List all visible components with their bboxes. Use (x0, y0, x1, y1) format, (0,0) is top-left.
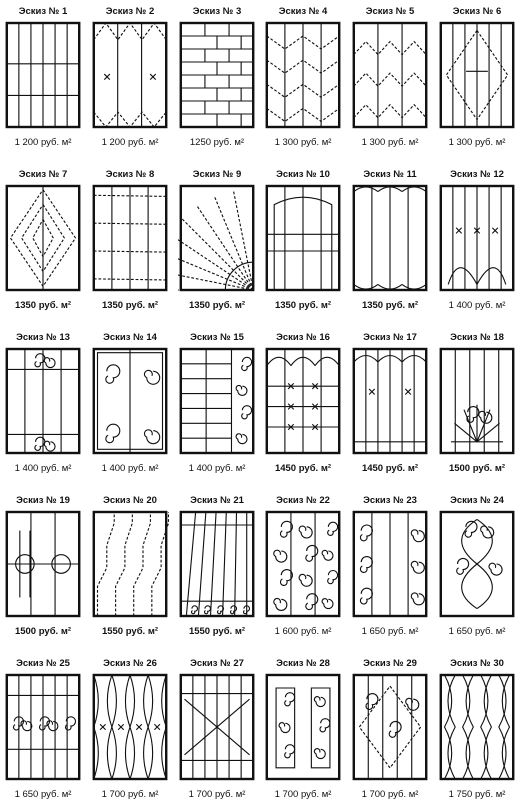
sketch-price: 1 300 руб. м² (448, 137, 506, 148)
sketch-title: Эскиз № 8 (105, 169, 155, 180)
sketch-price: 1 300 руб. м² (361, 137, 419, 148)
sketch-price: 1 700 руб. м² (361, 789, 419, 800)
sketch-card (260, 0, 346, 160)
sketch-title: Эскиз № 4 (278, 6, 328, 17)
sketch-title: Эскиз № 29 (363, 658, 417, 669)
sketch-price: 1 650 руб. м² (361, 626, 419, 637)
sketch-price: 1 400 руб. м² (101, 463, 159, 474)
sketch-title: Эскиз № 30 (450, 658, 504, 669)
sketch-card (87, 163, 173, 323)
sketch-card (0, 489, 86, 649)
sketch-title: Эскиз № 20 (103, 495, 157, 506)
sketch-title: Эскиз № 9 (192, 169, 242, 180)
sketch-title: Эскиз № 22 (276, 495, 330, 506)
sketch-title: Эскиз № 13 (16, 332, 70, 343)
sketch-title: Эскиз № 15 (190, 332, 244, 343)
sketch-card (260, 652, 346, 812)
sketch-title: Эскиз № 19 (16, 495, 70, 506)
sketch-price: 1350 руб. м² (188, 300, 246, 311)
grille-drawing-icon (264, 182, 342, 294)
sketch-title: Эскиз № 28 (276, 658, 330, 669)
sketch-card (347, 163, 433, 323)
sketch-card (434, 0, 520, 160)
grille-drawing-icon (4, 19, 82, 131)
grille-drawing-icon (351, 345, 429, 457)
sketch-price: 1500 руб. м² (448, 463, 506, 474)
sketch-card (434, 652, 520, 812)
sketch-price: 1 600 руб. м² (274, 626, 332, 637)
sketch-title: Эскиз № 10 (276, 169, 330, 180)
sketch-price: 1 700 руб. м² (188, 789, 246, 800)
grille-drawing-icon (438, 182, 516, 294)
sketch-price: 1350 руб. м² (361, 300, 419, 311)
sketch-title: Эскиз № 26 (103, 658, 157, 669)
grille-drawing-icon (178, 19, 256, 131)
sketch-title: Эскиз № 25 (16, 658, 70, 669)
grille-drawing-icon (4, 671, 82, 783)
sketch-title: Эскиз № 5 (365, 6, 415, 17)
grille-drawing-icon (438, 508, 516, 620)
sketch-price: 1 700 руб. м² (101, 789, 159, 800)
grille-drawing-icon (178, 671, 256, 783)
sketch-card (347, 489, 433, 649)
grille-drawing-icon (4, 508, 82, 620)
sketch-price: 1 400 руб. м² (188, 463, 246, 474)
sketch-card (174, 163, 260, 323)
sketch-title: Эскиз № 24 (450, 495, 504, 506)
sketch-card (434, 489, 520, 649)
sketch-card (87, 0, 173, 160)
sketch-title: Эскиз № 21 (190, 495, 244, 506)
grille-drawing-icon (351, 671, 429, 783)
grille-drawing-icon (264, 508, 342, 620)
sketch-price: 1 750 руб. м² (448, 789, 506, 800)
sketch-card (347, 652, 433, 812)
sketch-title: Эскиз № 1 (18, 6, 68, 17)
grille-drawing-icon (91, 345, 169, 457)
sketch-price: 1550 руб. м² (188, 626, 246, 637)
sketch-title: Эскиз № 23 (363, 495, 417, 506)
sketch-price: 1 300 руб. м² (274, 137, 332, 148)
sketch-title: Эскиз № 6 (452, 6, 502, 17)
sketch-price: 1 650 руб. м² (14, 789, 72, 800)
sketch-title: Эскиз № 7 (18, 169, 68, 180)
sketch-card (174, 652, 260, 812)
grille-drawing-icon (438, 345, 516, 457)
grille-drawing-icon (264, 671, 342, 783)
sketch-title: Эскиз № 14 (103, 332, 157, 343)
sketch-card (174, 326, 260, 486)
grille-drawing-icon (351, 508, 429, 620)
grille-drawing-icon (91, 182, 169, 294)
sketch-title: Эскиз № 17 (363, 332, 417, 343)
sketch-price: 1 700 руб. м² (274, 789, 332, 800)
sketch-card (87, 326, 173, 486)
sketch-card (260, 326, 346, 486)
sketch-card (0, 652, 86, 812)
sketch-price: 1 650 руб. м² (448, 626, 506, 637)
grille-drawing-icon (178, 182, 256, 294)
grille-drawing-icon (264, 19, 342, 131)
sketch-price: 1 200 руб. м² (101, 137, 159, 148)
sketch-card (434, 326, 520, 486)
sketch-card (87, 489, 173, 649)
grille-drawing-icon (4, 345, 82, 457)
sketch-card (434, 163, 520, 323)
sketch-price: 1 400 руб. м² (448, 300, 506, 311)
grille-drawing-icon (351, 19, 429, 131)
grille-drawing-icon (91, 671, 169, 783)
sketch-card (87, 652, 173, 812)
sketch-title: Эскиз № 2 (105, 6, 155, 17)
sketch-price: 1550 руб. м² (101, 626, 159, 637)
sketch-price: 1450 руб. м² (361, 463, 419, 474)
sketch-price: 1500 руб. м² (14, 626, 72, 637)
grille-drawing-icon (4, 182, 82, 294)
sketch-card (0, 0, 86, 160)
grille-drawing-icon (91, 19, 169, 131)
sketch-price: 1450 руб. м² (274, 463, 332, 474)
sketch-card (347, 0, 433, 160)
grille-drawing-icon (351, 182, 429, 294)
sketch-price: 1350 руб. м² (14, 300, 72, 311)
sketch-card (347, 326, 433, 486)
grille-drawing-icon (438, 19, 516, 131)
grille-drawing-icon (178, 345, 256, 457)
sketch-card (174, 489, 260, 649)
sketch-title: Эскиз № 27 (190, 658, 244, 669)
grille-drawing-icon (178, 508, 256, 620)
sketch-title: Эскиз № 11 (363, 169, 417, 180)
grille-drawing-icon (91, 508, 169, 620)
sketch-title: Эскиз № 12 (450, 169, 504, 180)
sketch-title: Эскиз № 3 (192, 6, 242, 17)
grille-drawing-icon (264, 345, 342, 457)
sketch-card (0, 163, 86, 323)
sketch-price: 1250 руб. м² (189, 137, 245, 148)
sketch-card (174, 0, 260, 160)
grille-drawing-icon (438, 671, 516, 783)
sketch-card (0, 326, 86, 486)
sketch-title: Эскиз № 18 (450, 332, 504, 343)
sketch-card (260, 489, 346, 649)
sketch-price: 1 400 руб. м² (14, 463, 72, 474)
sketch-price: 1 200 руб. м² (14, 137, 72, 148)
sketch-price: 1350 руб. м² (274, 300, 332, 311)
sketch-title: Эскиз № 16 (276, 332, 330, 343)
sketch-card (260, 163, 346, 323)
sketch-price: 1350 руб. м² (101, 300, 159, 311)
